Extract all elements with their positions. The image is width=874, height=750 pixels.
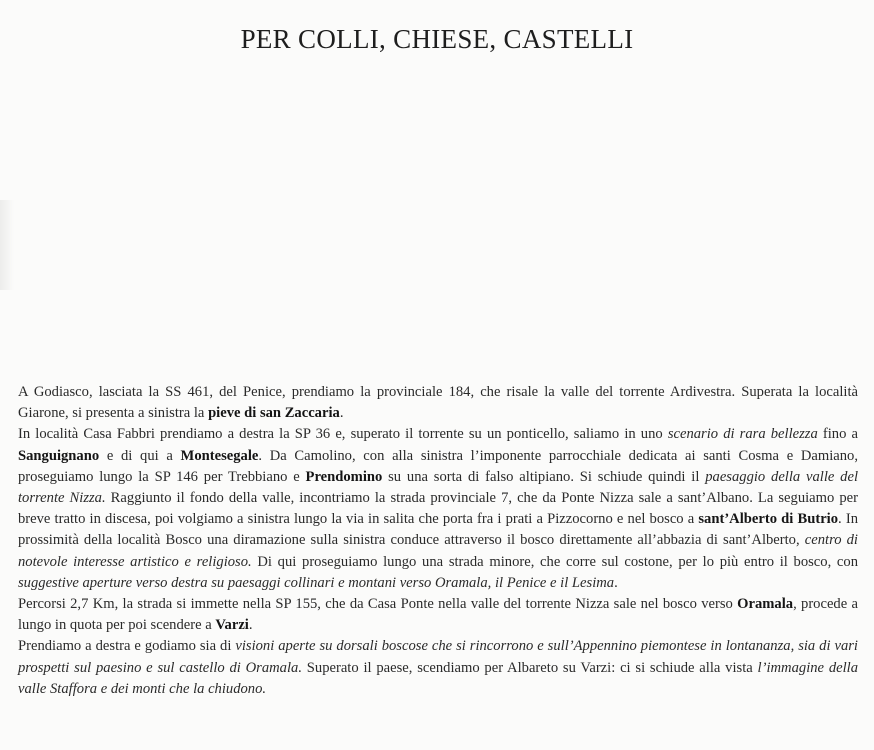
text-run: .	[248, 617, 253, 634]
article-body	[18, 382, 858, 700]
place-name: Varzi	[215, 617, 249, 634]
text-run: . Da Camolino, con alla sinistra l’imponente parrocchiale dedicata ai santi Cosma e Damiano, proseguiamo lungo la SP 146 per Trebbiano e	[18, 447, 858, 485]
scan-shadow	[0, 200, 14, 290]
highlight-phrase: visioni aperte su dorsali boscose che si rincorrono e sull’Appennino piemontese in lontananza, sia di vari prospetti sul paesino e sul castello di Oramala.	[18, 638, 858, 676]
text-run: .	[614, 574, 618, 591]
paragraph-prendiamo	[18, 636, 858, 700]
text-run: A Godiasco, lasciata la SS 461, del Penice, prendiamo la provinciale 184, che risale la valle del torrente Ardivestra. Superata la località Giarone, si presenta a sinistra la	[18, 384, 858, 422]
text-run: fino a	[817, 426, 858, 443]
text-run: Prendiamo a destra e godiamo sia di	[18, 638, 236, 655]
highlight-phrase: suggestive aperture verso destra su paesaggi collinari e montani verso Oramala, il Penice e il Lesima	[18, 574, 615, 591]
text-run: Di qui proseguiamo lungo una strada minore, che corre sul costone, per lo più entro il bosco, con	[251, 553, 859, 570]
text-run: . In prossimità della località Bosco una diramazione sulla sinistra conduce attraverso il bosco direttamente all’abbazia di sant’Alberto,	[18, 511, 858, 549]
place-name: Oramala	[737, 596, 794, 613]
place-name: Montesegale	[180, 447, 259, 464]
text-run: Raggiunto il fondo della valle, incontriamo la strada provinciale 7, che da Ponte Nizza sale a sant’Albano. La seguiamo per breve tratto in discesa, poi volgiamo a sinistra lungo la via in salita che porta fra i prati a Pizzocorno e nel bosco a	[18, 490, 858, 528]
text-run: Superato il paese, scendiamo per Albareto su Varzi: ci si schiude alla vista	[301, 659, 758, 676]
highlight-phrase: paesaggio della valle del torrente Nizza.	[18, 468, 859, 507]
highlight-phrase: l’immagine della valle Staffora e dei monti che la chiudono.	[18, 659, 858, 697]
text-run: su una sorta di falso altipiano. Si schiude quindi il	[382, 468, 706, 485]
paragraph-casa-fabbri	[18, 424, 858, 594]
text-run: .	[339, 405, 344, 422]
highlight-phrase: scenario di rara bellezza	[667, 426, 818, 443]
text-run: , procede a lungo in quota per poi scendere a	[18, 596, 858, 634]
paragraph-godiasco	[18, 382, 858, 424]
place-name: Sanguignano	[18, 447, 100, 464]
text-run: e di qui a	[99, 447, 181, 464]
place-name: pieve di san Zaccaria	[208, 405, 340, 422]
text-run: In località Casa Fabbri prendiamo a destra la SP 36 e, superato il torrente su un ponticello, saliamo in uno	[18, 426, 668, 443]
text-run: Percorsi 2,7 Km, la strada si immette nella SP 155, che da Casa Ponte nella valle del torrente Nizza sale nel bosco verso	[18, 596, 738, 613]
page-title: PER COLLI, CHIESE, CASTELLI	[240, 24, 634, 54]
place-name: Prendomino	[305, 468, 383, 485]
place-name: sant’Alberto di Butrio	[698, 511, 839, 528]
paragraph-percorsi	[18, 594, 858, 636]
highlight-phrase: centro di notevole interesse artistico e religioso.	[18, 532, 858, 570]
